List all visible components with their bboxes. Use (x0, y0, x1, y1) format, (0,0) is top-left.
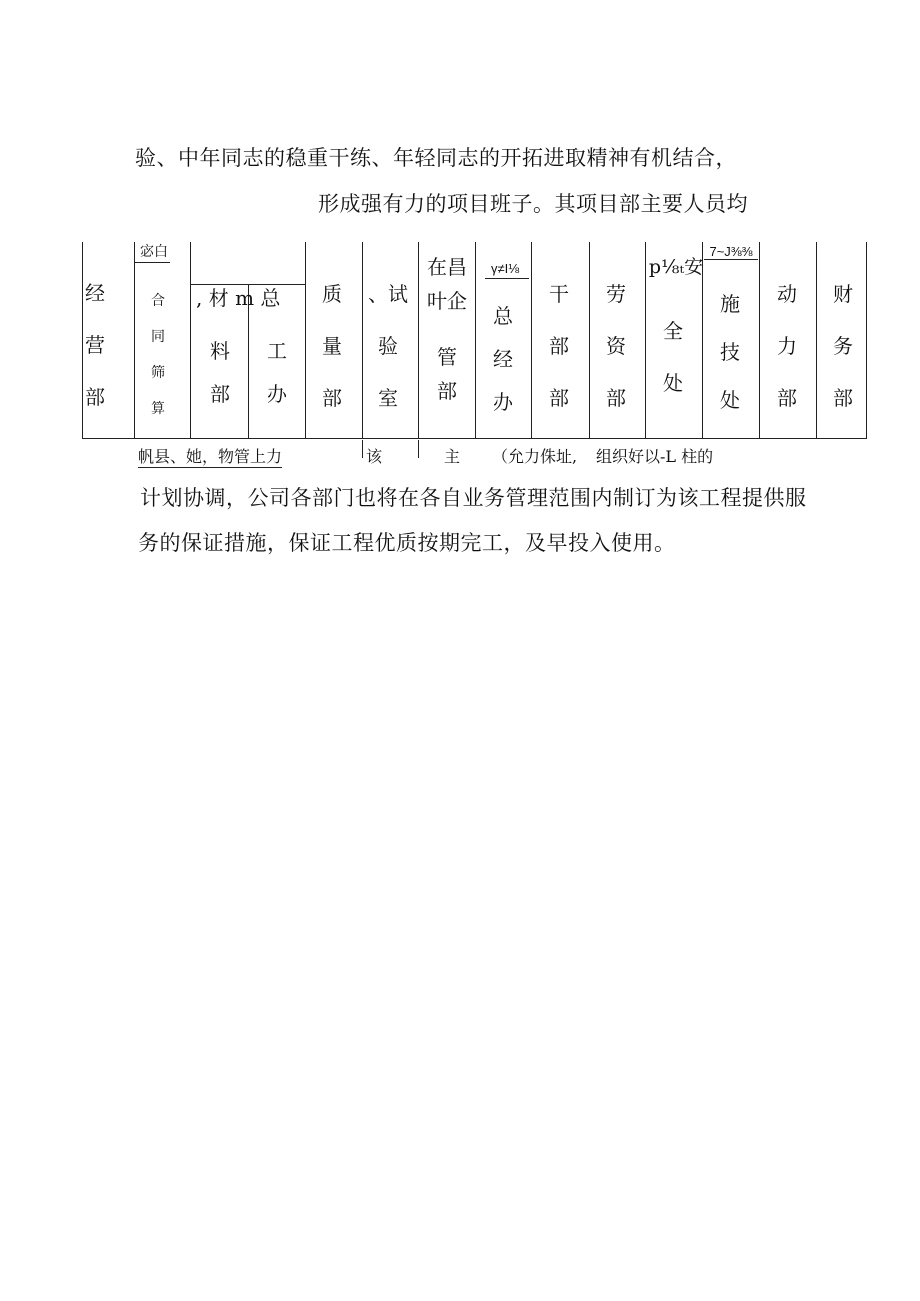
table-border (475, 242, 476, 438)
paragraph-line-4: 务的保证措施，保证工程优质按期完工，及早投入使用。 (138, 531, 676, 555)
cell-shiyan (362, 268, 414, 424)
cell-header: 7~J⅜⅜ (709, 244, 753, 259)
cell-hetong (143, 283, 173, 427)
cell-header: γ≠I⅛ (490, 261, 520, 276)
cell-char: 在昌 (427, 255, 467, 279)
cell-char: 叶企 (427, 289, 467, 313)
below-table-text: 帆县、她，物管上力 (138, 444, 282, 468)
cell-char: 合 (151, 293, 165, 309)
table-border (134, 242, 135, 438)
cell-zongjingban (488, 295, 518, 424)
cell-char: 力 (777, 334, 797, 358)
cell-guanbu (432, 340, 462, 408)
cell-char: 部 (85, 385, 105, 409)
cell-char: 部 (437, 379, 457, 403)
cell-header: p⅛ₜ安 (648, 256, 704, 278)
cell-ganbu (544, 268, 574, 424)
paragraph-line-1: 验、中年同志的稳重干练、年轻同志的开拓进取精神有机结合， (135, 146, 737, 170)
cell-jingying (80, 267, 110, 423)
cell-char: 务 (833, 334, 853, 358)
cell-char: 、试 (368, 282, 408, 306)
table-border (305, 242, 306, 438)
cell-zhiliang (317, 268, 347, 424)
table-border (759, 242, 760, 438)
cell-laozi (601, 268, 631, 424)
below-table-text: 主 (444, 447, 461, 466)
cell-char: 干 (549, 282, 569, 306)
table-border (589, 242, 590, 438)
cell-char: 部 (322, 386, 342, 410)
cell-char: 部 (606, 386, 626, 410)
table-border (704, 259, 758, 260)
table-border (866, 242, 867, 438)
table-border (418, 242, 419, 438)
cell-char: 全 (663, 319, 683, 343)
cell-char: 办 (267, 382, 287, 406)
cell-char: 技 (720, 340, 740, 364)
cell-header: 宓白 (140, 244, 168, 260)
cell-dongli (772, 268, 802, 424)
cell-gongban (262, 330, 292, 416)
cell-char: 营 (85, 333, 105, 357)
cell-char: 经 (85, 281, 105, 305)
table-border (190, 284, 305, 285)
cell-char: 资 (606, 334, 626, 358)
cell-char: 劳 (606, 282, 626, 306)
below-table-text: 该 (366, 447, 383, 466)
cell-char: 办 (493, 390, 513, 414)
below-table-text: 组织好以-L 柱的 (596, 447, 714, 466)
cell-char: 筛 (151, 365, 165, 381)
cell-char: 部 (549, 334, 569, 358)
cell-char: 部 (210, 382, 230, 406)
cell-char: 财 (833, 282, 853, 306)
table-border (190, 242, 191, 438)
cell-char: 同 (151, 329, 165, 345)
cell-char: 处 (720, 388, 740, 412)
cell-char: 部 (833, 386, 853, 410)
cell-char: 施 (720, 292, 740, 316)
cell-char: 部 (549, 386, 569, 410)
cell-shiji (715, 280, 745, 424)
cell-char: 工 (267, 339, 287, 363)
table-border (418, 440, 419, 458)
paragraph-line-3: 计划协调，公司各部门也将在各自业务管理范围内制订为该工程提供服 (140, 486, 807, 510)
table-border (134, 262, 170, 263)
cell-char: 算 (151, 401, 165, 417)
cell-char: 室 (378, 386, 398, 410)
cell-caiwu (828, 268, 858, 424)
cell-char: 部 (777, 386, 797, 410)
table-border (82, 438, 867, 439)
table-border (816, 242, 817, 438)
cell-char: 质 (322, 282, 342, 306)
cell-char: 量 (322, 334, 342, 358)
cell-char: 总 (493, 304, 513, 328)
paragraph-line-2: 形成强有力的项目班子。其项目部主要人员均 (318, 192, 748, 216)
cell-liaobu (205, 330, 235, 416)
cell-anquan (658, 305, 688, 409)
below-table-text: （允力侏址, (492, 447, 578, 466)
cell-char: 管 (437, 345, 457, 369)
cell-char: 处 (663, 371, 683, 395)
table-border (485, 278, 529, 279)
cell-char: 经 (493, 347, 513, 371)
cell-header: , 材 m 总 (196, 286, 281, 310)
cell-char: 料 (210, 339, 230, 363)
cell-guanbu-top (420, 250, 474, 318)
cell-char: 验 (378, 334, 398, 358)
cell-char: 动 (777, 282, 797, 306)
table-border (362, 440, 363, 458)
